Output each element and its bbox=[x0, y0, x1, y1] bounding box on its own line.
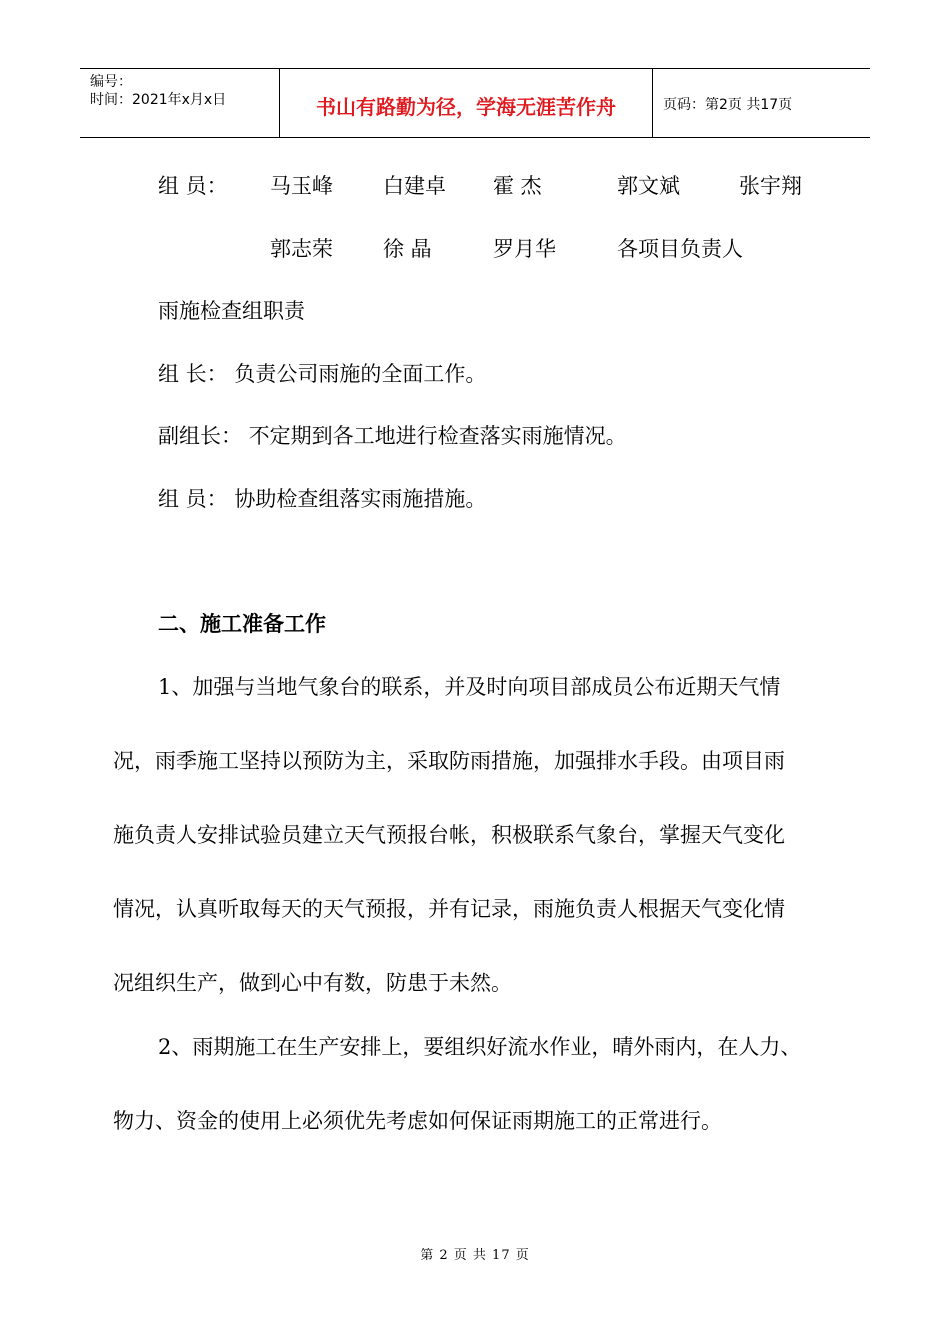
member-name: 马玉峰 bbox=[270, 174, 333, 198]
header-page-info: 页码：第2页 共17页 bbox=[663, 97, 793, 113]
member-name: 徐 晶 bbox=[383, 237, 432, 261]
header-meta bbox=[80, 69, 280, 137]
section-heading: 二、施工准备工作 bbox=[158, 611, 326, 636]
header-number-label: 编号： bbox=[90, 74, 132, 90]
duty-leader: 组 长： 负责公司雨施的全面工作。 bbox=[158, 362, 487, 386]
member-name: 郭文斌 bbox=[617, 174, 680, 198]
page-footer: 第 2 页 共 17 页 bbox=[420, 1248, 530, 1263]
header-time-label: 时间：2021年x月x日 bbox=[90, 92, 227, 108]
member-name: 张宇翔 bbox=[739, 174, 802, 198]
paragraph-line: 2、雨期施工在生产安排上，要组织好流水作业，晴外雨内，在人力、 bbox=[158, 1035, 802, 1059]
paragraph-line: 况组织生产，做到心中有数，防患于未然。 bbox=[113, 971, 512, 995]
paragraph-line: 况，雨季施工坚持以预防为主，采取防雨措施，加强排水手段。由项目雨 bbox=[113, 749, 785, 773]
members-label: 组 员： bbox=[158, 174, 228, 198]
member-name: 郭志荣 bbox=[270, 237, 333, 261]
member-name: 白建卓 bbox=[383, 174, 446, 198]
paragraph-line: 1、加强与当地气象台的联系，并及时向项目部成员公布近期天气情 bbox=[158, 675, 781, 699]
paragraph-line: 施负责人安排试验员建立天气预报台帐，积极联系气象台，掌握天气变化 bbox=[113, 823, 785, 847]
member-name: 霍 杰 bbox=[493, 174, 542, 198]
duties-title: 雨施检查组职责 bbox=[158, 299, 305, 323]
paragraph-line: 物力、资金的使用上必须优先考虑如何保证雨期施工的正常进行。 bbox=[113, 1109, 722, 1133]
member-name: 罗月华 bbox=[493, 237, 556, 261]
member-name: 各项目负责人 bbox=[617, 237, 743, 261]
duty-member: 组 员： 协助检查组落实雨施措施。 bbox=[158, 487, 487, 511]
header-motto: 书山有路勤为径，学海无涯苦作舟 bbox=[280, 69, 653, 137]
duty-deputy: 副组长： 不定期到各工地进行检查落实雨施情况。 bbox=[158, 424, 627, 448]
paragraph-line: 情况，认真听取每天的天气预报，并有记录，雨施负责人根据天气变化情 bbox=[113, 897, 785, 921]
page-header bbox=[80, 68, 870, 138]
